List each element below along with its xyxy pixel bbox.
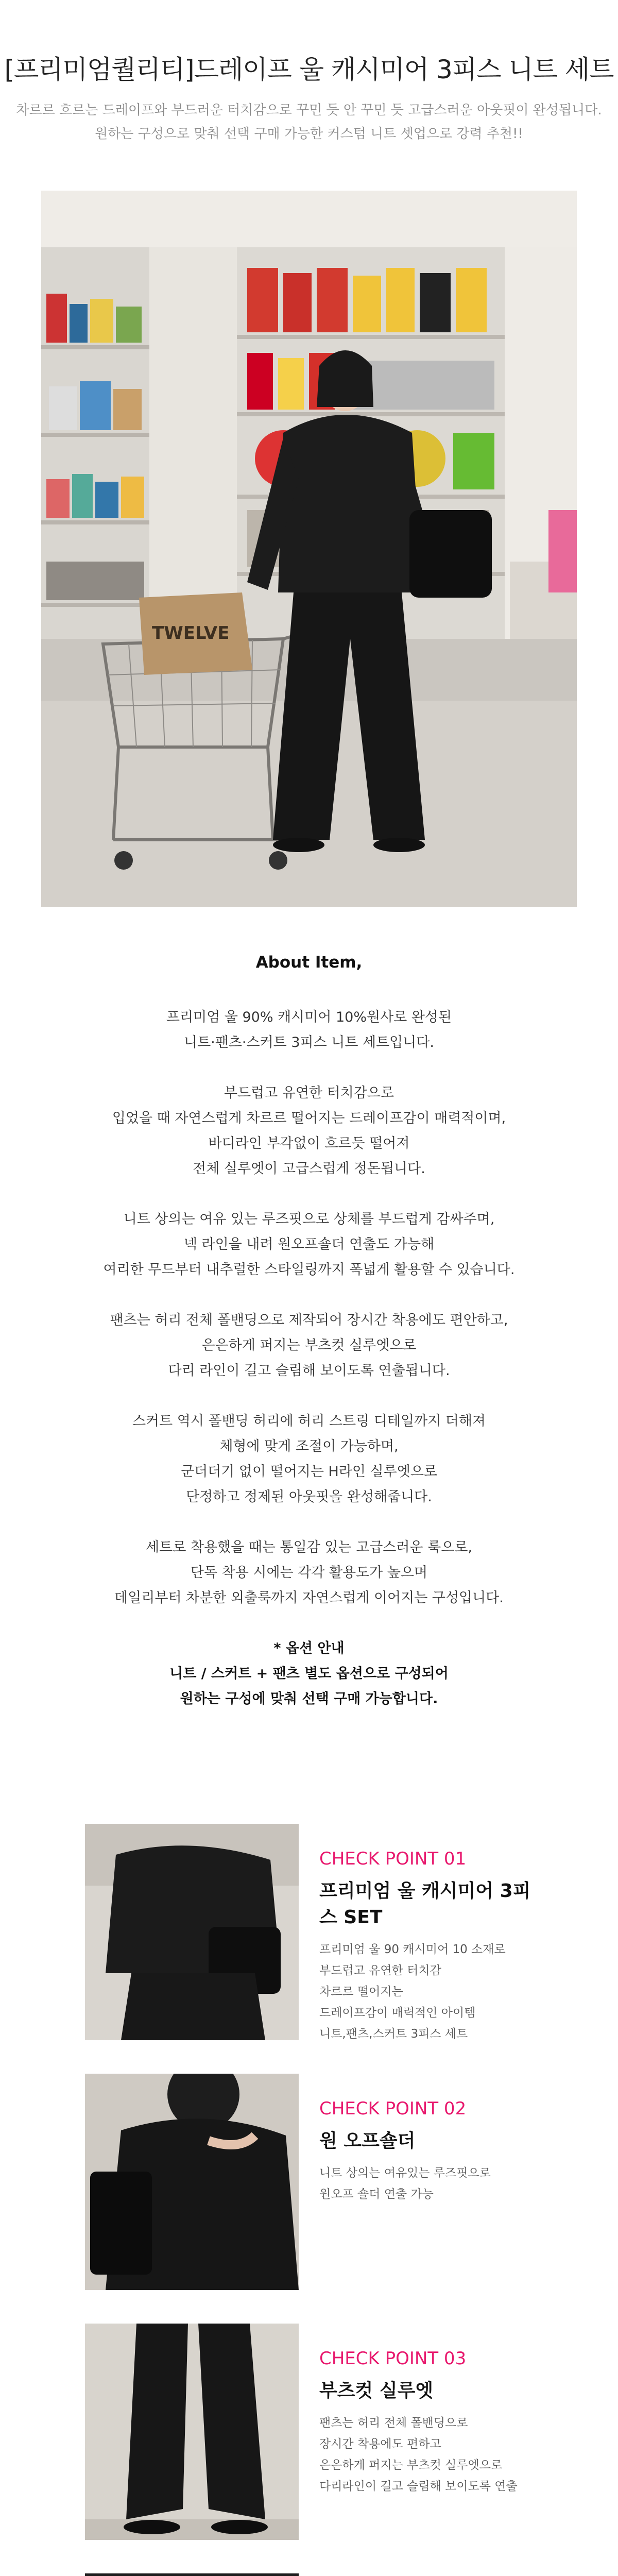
check-point-01	[85, 1824, 533, 2040]
check-point-label: CHECK POINT 02	[319, 2098, 467, 2119]
about-line: 체형에 맞게 조절이 가능하며,	[219, 1438, 399, 1454]
check-point-text	[319, 2348, 536, 2497]
about-paragraph	[0, 1005, 618, 1055]
about-line: 군더더기 없이 떨어지는 H라인 실루엣으로	[180, 1464, 438, 1480]
about-paragraph	[0, 1080, 618, 1181]
cart-bag-text: TWELVE	[152, 623, 230, 643]
product-header	[0, 49, 618, 146]
about-paragraph	[0, 1308, 618, 1383]
about-paragraph	[0, 1207, 618, 1282]
check-point-name: 원 오프숄더	[319, 2130, 416, 2151]
about-line: 팬츠는 허리 전체 폴밴딩으로 제작되어 장시간 착용에도 편안하고,	[110, 1312, 508, 1328]
desc-line: 장시간 착용에도 편하고	[319, 2437, 441, 2451]
about-line: 넥 라인을 내려 원오프숄더 연출도 가능해	[183, 1236, 435, 1252]
about-line: 단정하고 정제된 아웃핏을 완성해줍니다.	[186, 1489, 432, 1505]
about-description	[0, 1005, 618, 1737]
about-line: 단독 착용 시에는 각각 활용도가 높으며	[190, 1565, 428, 1581]
desc-line: 원오프 숄더 연출 가능	[319, 2188, 434, 2201]
desc-line: 차르르 떨어지는	[319, 1985, 403, 1998]
about-line: 프리미엄 울 90% 캐시미어 10%원사로 완성된	[166, 1009, 452, 1025]
product-subtitle	[0, 98, 618, 146]
check-point-photo	[85, 2324, 299, 2540]
about-line: 데일리부터 차분한 외출룩까지 자연스럽게 이어지는 구성입니다.	[114, 1590, 504, 1606]
about-line: 니트·팬츠·스커트 3피스 니트 세트입니다.	[184, 1035, 434, 1050]
subtitle-line: 차르르 흐르는 드레이프와 부드러운 터치감으로 꾸민 듯 안 꾸민 듯 고급스러운 아웃핏이 완성됩니다.	[16, 103, 602, 118]
check-point-photo	[85, 1824, 299, 2040]
about-line: 바디라인 부각없이 흐르듯 떨어져	[208, 1136, 410, 1151]
about-paragraph	[0, 1409, 618, 1510]
desc-line: 팬츠는 허리 전체 폴밴딩으로	[319, 2416, 468, 2430]
desc-line: 니트 상의는 여유있는 루즈핏으로	[319, 2166, 491, 2180]
product-title: [프리미엄퀄리티]드레이프 울 캐시미어 3피스 니트 세트	[4, 55, 614, 84]
about-line: 다리 라인이 길고 슬림해 보이도록 연출됩니다.	[168, 1363, 450, 1379]
desc-line: 다리라인이 길고 슬림해 보이도록 연출	[319, 2480, 518, 2493]
hero-photo	[41, 191, 577, 907]
about-line: 은은하게 퍼지는 부츠컷 실루엣으로	[201, 1337, 417, 1353]
check-point-name: 부츠컷 실루엣	[319, 2380, 434, 2401]
option-notice	[0, 1636, 618, 1711]
desc-line: 부드럽고 유연한 터치감	[319, 1964, 441, 1977]
desc-line: 니트,팬츠,스커트 3피스 세트	[319, 2027, 468, 2041]
desc-line: 은은하게 퍼지는 부츠컷 실루엣으로	[319, 2459, 503, 2472]
option-line: 원하는 구성에 맞춰 선택 구매 가능합니다.	[180, 1691, 438, 1707]
check-point-04	[85, 2573, 533, 2576]
check-point-desc	[319, 2413, 536, 2497]
check-point-desc	[319, 1939, 536, 2045]
check-point-text	[319, 2098, 536, 2205]
check-point-photo	[85, 2573, 299, 2576]
option-line: * 옵션 안내	[273, 1640, 345, 1656]
about-line: 입었을 때 자연스럽게 차르르 떨어지는 드레이프감이 매력적이며,	[112, 1110, 506, 1126]
about-line: 부드럽고 유연한 터치감으로	[224, 1085, 394, 1101]
option-line: 니트 / 스커트 + 팬츠 별도 옵션으로 구성되어	[169, 1666, 449, 1682]
check-point-photo	[85, 2074, 299, 2290]
check-point-name: 프리미엄 울 캐시미어 3피스 SET	[319, 1880, 531, 1928]
about-line: 니트 상의는 여유 있는 루즈핏으로 상체를 부드럽게 감싸주며,	[123, 1211, 495, 1227]
desc-line: 드레이프감이 매력적인 아이템	[319, 2006, 476, 2020]
check-point-label: CHECK POINT 01	[319, 1849, 467, 1869]
about-line: 전체 실루엣이 고급스럽게 정돈됩니다.	[193, 1161, 425, 1177]
about-paragraph	[0, 1535, 618, 1611]
about-line: 세트로 착용했을 때는 통일감 있는 고급스러운 룩으로,	[146, 1539, 472, 1555]
check-point-label: CHECK POINT 03	[319, 2348, 467, 2369]
desc-line: 프리미엄 울 90 캐시미어 10 소재로	[319, 1943, 506, 1956]
about-heading: About Item,	[255, 953, 363, 972]
about-line: 여리한 무드부터 내추럴한 스타일링까지 폭넓게 활용할 수 있습니다.	[103, 1262, 515, 1278]
about-line: 스커트 역시 폴밴딩 허리에 허리 스트링 디테일까지 더해져	[132, 1413, 486, 1429]
check-point-02	[85, 2074, 533, 2290]
check-point-desc	[319, 2163, 536, 2205]
subtitle-line: 원하는 구성으로 맞춰 선택 구매 가능한 커스텀 니트 셋업으로 강력 추천!!	[95, 126, 523, 142]
check-point-03	[85, 2324, 533, 2540]
hero-illustration	[41, 191, 577, 907]
check-point-text	[319, 1849, 536, 2045]
